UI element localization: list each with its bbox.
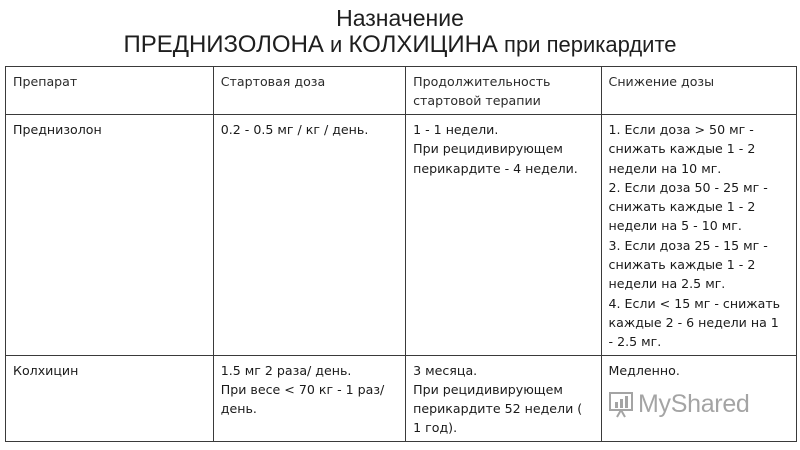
slide-title [0,6,800,59]
cell-line: 3 месяца. [413,362,478,378]
cell-line: При рецидивирующем [413,381,563,397]
cell-line: 0.2 - 0.5 мг / кг / день. [220,122,369,137]
cell-line: 1. Если доза > 50 мг - [608,122,754,137]
cell-line: 1 - 1 недели. [413,122,499,137]
cell-line: недели на 5 - 10 мг. [608,218,742,234]
title-line-1: Назначение [336,5,464,31]
cell-line: снижать каждые 1 - 2 [608,141,756,157]
title-line-2 [0,32,800,59]
header-drug: Препарат [6,67,214,115]
cell-line: 1.5 мг 2 раза/ день. [220,362,352,378]
title-drug-2: КОЛХИЦИНА [348,30,498,58]
cell-taper [601,115,796,356]
title-suffix: при перикардите [497,31,677,57]
header-duration [406,67,601,115]
cell-drug: Преднизолон [6,115,214,356]
cell-line: перикардите 52 недели ( [413,401,583,417]
header-start-dose: Стартовая доза [213,67,405,115]
cell-line: Медленно. [608,362,680,378]
cell-line: день. [220,401,257,417]
cell-line: каждые 2 - 6 недели на 1 [608,314,779,330]
cell-line: снижать каждые 1 - 2 [608,199,756,215]
cell-line: перикардите - 4 недели. [413,160,578,176]
watermark-text: MyShared [638,389,750,418]
cell-duration [406,355,601,441]
cell-line: 3. Если доза 25 - 15 мг - [608,237,768,253]
title-drug-1: ПРЕДНИЗОЛОНА [123,30,324,58]
table-header-row [6,67,797,115]
cell-duration [406,115,601,356]
watermark [608,384,750,424]
title-conjunction: и [323,31,349,57]
header-duration-line-1: Продолжительность [413,74,551,89]
table-row-prednisolone [6,115,797,356]
cell-line: 1 год). [413,420,458,436]
cell-line: недели на 10 мг. [608,160,722,176]
cell-line: снижать каждые 1 - 2 [608,257,756,273]
cell-drug: Колхицин [6,355,214,441]
cell-line: При рецидивирующем [413,141,563,157]
cell-start-dose [213,115,405,356]
cell-line: 4. Если < 15 мг - снижать [608,295,781,311]
cell-line: При весе < 70 кг - 1 раз/ [220,381,385,397]
cell-line: 2. Если доза 50 - 25 мг - [608,179,768,195]
cell-start-dose [213,355,405,441]
header-duration-line-2: стартовой терапии [413,93,541,109]
presentation-chart-icon [608,390,634,418]
cell-line: недели на 2.5 мг. [608,276,726,292]
cell-line: - 2.5 мг. [608,334,662,350]
header-taper: Снижение дозы [601,67,796,115]
